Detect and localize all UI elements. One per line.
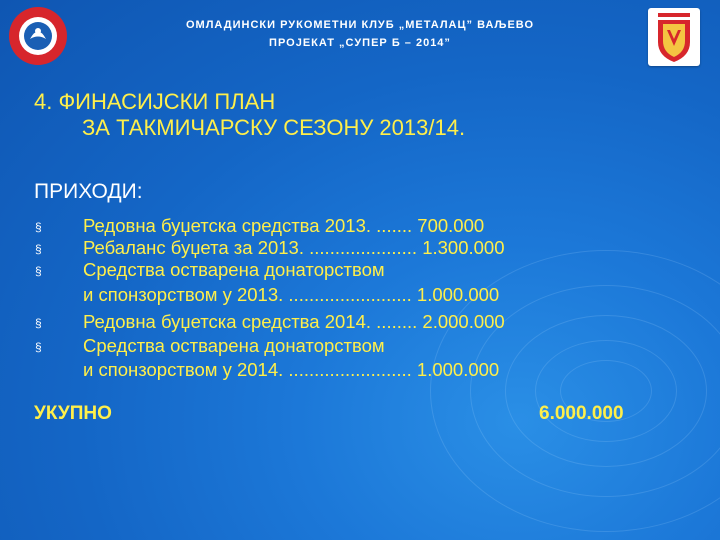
bullet-icon: §: [35, 316, 42, 330]
header-project-name: ПРОЈЕКАТ „СУПЕР Б – 2014”: [269, 37, 451, 49]
title-line-1: 4. ФИНАСИЈСКИ ПЛАН: [34, 89, 276, 114]
bullet-icon: §: [35, 264, 42, 278]
club-shield-icon: [648, 8, 700, 66]
title-line-2: ЗА ТАКМИЧАРСКУ СЕЗОНУ 2013/14.: [82, 115, 466, 140]
income-item-donations-2014-line-2: и спонзорством у 2014. ........................ 1.000.000: [83, 359, 500, 380]
total-value: 6.000.000: [539, 403, 624, 424]
bullet-icon: §: [35, 242, 42, 256]
club-logo: [648, 8, 700, 66]
header-club-name: ОМЛАДИНСКИ РУКОМЕТНИ КЛУБ „МЕТАЛАЦ” ВАЉЕВО: [185, 19, 535, 31]
income-item-donations-2013-line-2: и спонзорством у 2013. ........................ 1.000.000: [83, 284, 500, 305]
income-item-rebalance-2013: Ребаланс буџета за 2013. ..................... 1.300.000: [83, 237, 505, 258]
income-item-donations-2013: Средства остварена донаторством: [83, 259, 385, 280]
bullet-icon: §: [35, 220, 42, 234]
income-item-budget-2014: Редовна буџетска средства 2014. ........ 2.000.000: [83, 311, 505, 332]
income-item-budget-2013: Редовна буџетска средства 2013. ....... 700.000: [83, 215, 485, 236]
slide-title: [34, 89, 465, 141]
header: [150, 16, 570, 52]
total-label: УКУПНО: [34, 403, 112, 424]
handball-federation-logo: [8, 6, 68, 66]
handball-federation-logo-icon: [8, 6, 68, 66]
bullet-icon: §: [35, 340, 42, 354]
income-item-donations-2014: Средства остварена донаторством: [83, 335, 385, 356]
income-heading: ПРИХОДИ:: [34, 180, 143, 203]
